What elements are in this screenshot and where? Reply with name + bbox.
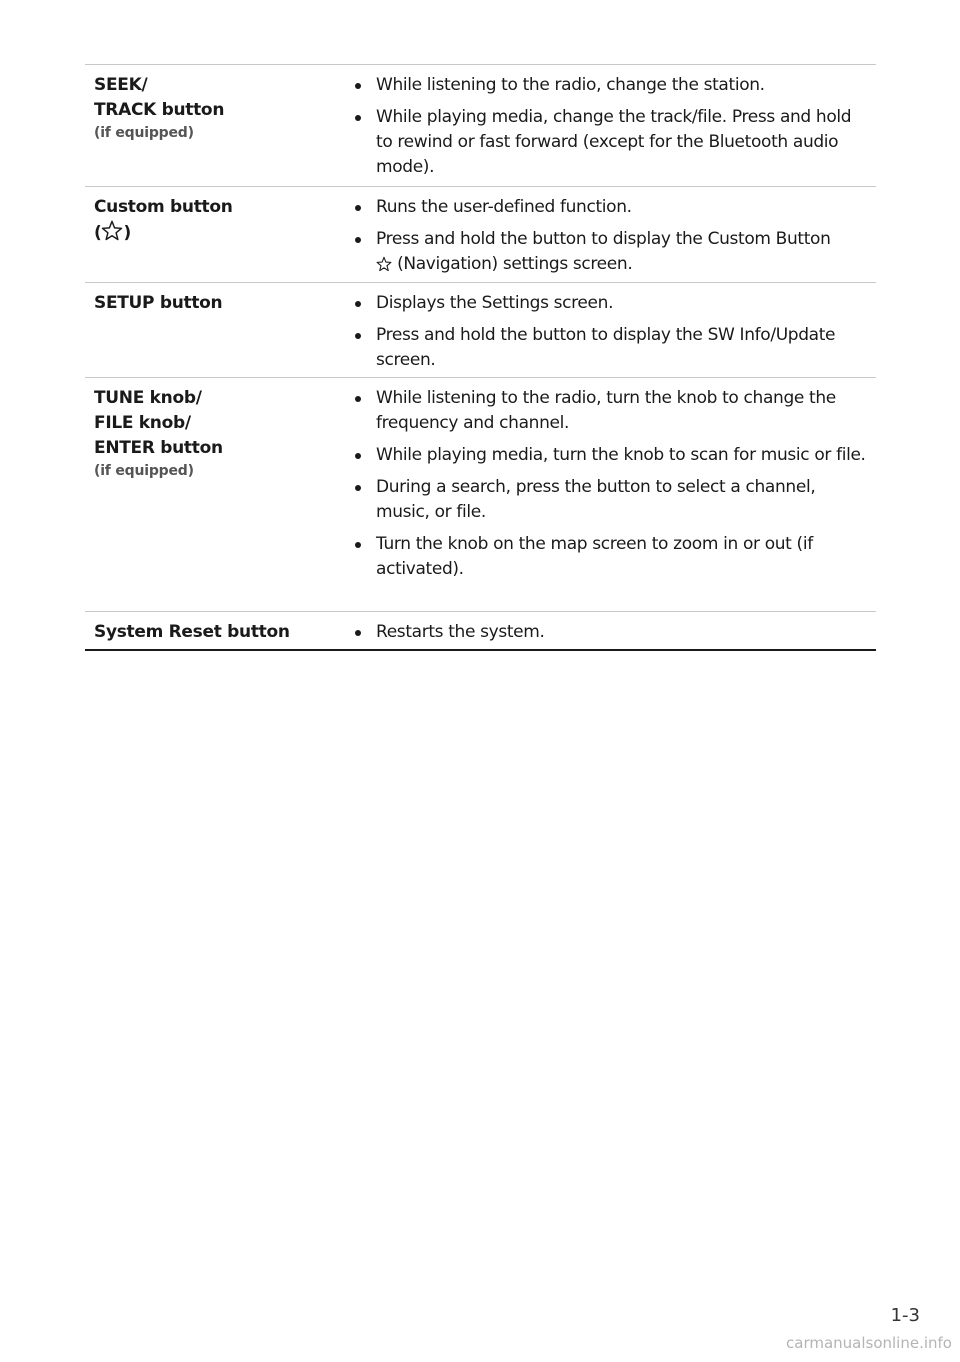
list-item-custom-button <box>345 227 870 277</box>
list-item: Press and hold the button to display the SW Info/Update screen. <box>345 323 870 373</box>
list-item: Displays the Settings screen. <box>345 291 870 316</box>
row-description <box>345 612 876 649</box>
label-line: System Reset button <box>94 622 290 642</box>
list-item: Turn the knob on the map screen to zoom in or out (if activated). <box>345 532 870 582</box>
row-label <box>85 187 345 282</box>
label-line: TUNE knob/ <box>94 388 202 408</box>
table-row-tune-knob <box>85 377 876 611</box>
row-description <box>345 65 876 186</box>
table-row-custom-button <box>85 186 876 282</box>
list-item: While playing media, change the track/file. Press and hold to rewind or fast forward (except for the Bluetooth audio mode). <box>345 105 870 180</box>
row-label <box>85 65 345 186</box>
table-row-system-reset <box>85 611 876 649</box>
table-row-seek-track <box>85 65 876 186</box>
label-line: SEEK/ <box>94 75 148 95</box>
if-equipped-note: (if equipped) <box>94 463 194 479</box>
paren-open: ( <box>94 223 102 243</box>
list-item: While listening to the radio, turn the knob to change the frequency and channel. <box>345 386 870 436</box>
label-line-icon <box>94 220 345 246</box>
row-description <box>345 378 876 611</box>
label-line: ENTER button <box>94 438 223 458</box>
label-line: SETUP button <box>94 293 223 313</box>
if-equipped-note: (if equipped) <box>94 125 194 141</box>
list-item: During a search, press the button to select a channel, music, or file. <box>345 475 870 525</box>
star-outline-icon <box>376 256 392 272</box>
label-line: FILE knob/ <box>94 413 191 433</box>
row-description <box>345 283 876 377</box>
row-label <box>85 612 345 649</box>
bullet-continuation: (Navigation) settings screen. <box>397 254 633 274</box>
row-description <box>345 187 876 282</box>
label-line: TRACK button <box>94 100 225 120</box>
list-item: Restarts the system. <box>345 620 870 645</box>
row-label <box>85 283 345 377</box>
watermark: carmanualsonline.info <box>786 1334 952 1352</box>
star-outline-icon <box>101 220 123 241</box>
table-row-setup-button <box>85 282 876 377</box>
list-item: Runs the user-defined function. <box>345 195 870 220</box>
row-label <box>85 378 345 611</box>
list-item: While playing media, turn the knob to scan for music or file. <box>345 443 870 468</box>
label-line: Custom button <box>94 197 233 217</box>
list-item: While listening to the radio, change the station. <box>345 73 870 98</box>
button-description-table <box>85 64 876 651</box>
paren-close: ) <box>123 223 131 243</box>
bullet-text: Press and hold the button to display the Custom Button <box>376 229 831 249</box>
page-number: 1-3 <box>890 1305 920 1326</box>
